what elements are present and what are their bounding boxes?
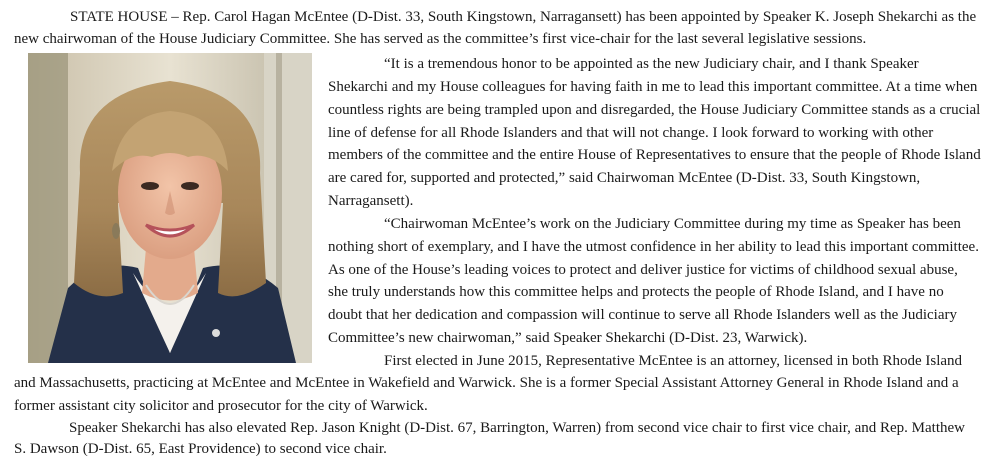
paragraph-5-line-1: Speaker Shekarchi has also elevated Rep. Jason Knight (D-Dist. 67, Barrington, Warren) from second vice chair to first vice chair, and Rep. Matthew — [69, 420, 965, 436]
paragraph-2-line-2: Shekarchi and my House colleagues for having faith in me to lead this important committee. At a time when — [328, 79, 978, 95]
paragraph-5-line-2: S. Dawson (D-Dist. 65, East Providence) to second vice chair. — [14, 441, 387, 457]
paragraph-3-line-5: doubt that her dedication and compassion will continue to serve all Rhode Islanders well as the Judiciary — [328, 307, 958, 323]
paragraph-3-line-6: Committee’s new chairwoman,” said Speaker Shekarchi (D-Dist. 23, Warwick). — [328, 330, 808, 346]
paragraph-3-line-4: she truly understands how this committee helps and protects the people of Rhode Island, and I have no — [328, 284, 944, 300]
portrait-illustration — [28, 53, 312, 363]
paragraph-1-line-2: new chairwoman of the House Judiciary Committee. She has served as the committee’s first vice-chair for the last several legislative sessions. — [14, 31, 867, 47]
paragraph-4-line-3: former assistant city solicitor and prosecutor for the city of Warwick. — [14, 398, 428, 414]
paragraph-2-line-4: line of defense for all Rhode Islanders and that will not change. I look forward to working with other — [328, 125, 934, 141]
paragraph-4-line-2: and Massachusetts, practicing at McEntee and McEntee in Wakefield and Warwick. She is a former Special Assistant Attorney General in Rhode Island and a — [14, 375, 959, 391]
paragraph-2-line-5: members of the committee and the entire House of Representatives to ensure that the people of Rhode Island — [328, 147, 981, 163]
paragraph-2-line-6: are cared for, supported and protected,” said Chairwoman McEntee (D-Dist. 33, South Kingstown, — [328, 170, 921, 186]
paragraph-3-line-1: “Chairwoman McEntee’s work on the Judiciary Committee during my time as Speaker has been — [384, 216, 961, 232]
paragraph-4-line-1: First elected in June 2015, Representative McEntee is an attorney, licensed in both Rhode Island — [384, 353, 963, 369]
paragraph-3-line-3: As one of the House’s leading voices to protect and deliver justice for victims of childhood sexual abuse, — [328, 262, 958, 278]
paragraph-2-line-7: Narragansett). — [328, 193, 414, 209]
paragraph-2-line-3: countless rights are being trampled upon and disregarded, the House Judiciary Committee stands as a crucial — [328, 102, 981, 118]
paragraph-2-line-1: “It is a tremendous honor to be appointed as the new Judiciary chair, and I thank Speaker — [384, 56, 919, 72]
paragraph-3-line-2: nothing short of exemplary, and I have the utmost confidence in her ability to lead this important committee. — [328, 239, 979, 255]
portrait-photo — [28, 53, 312, 363]
paragraph-1-line-1: STATE HOUSE – Rep. Carol Hagan McEntee (D-Dist. 33, South Kingstown, Narragansett) has been appointed by Speaker K. Joseph Shekarchi as the — [70, 9, 977, 25]
